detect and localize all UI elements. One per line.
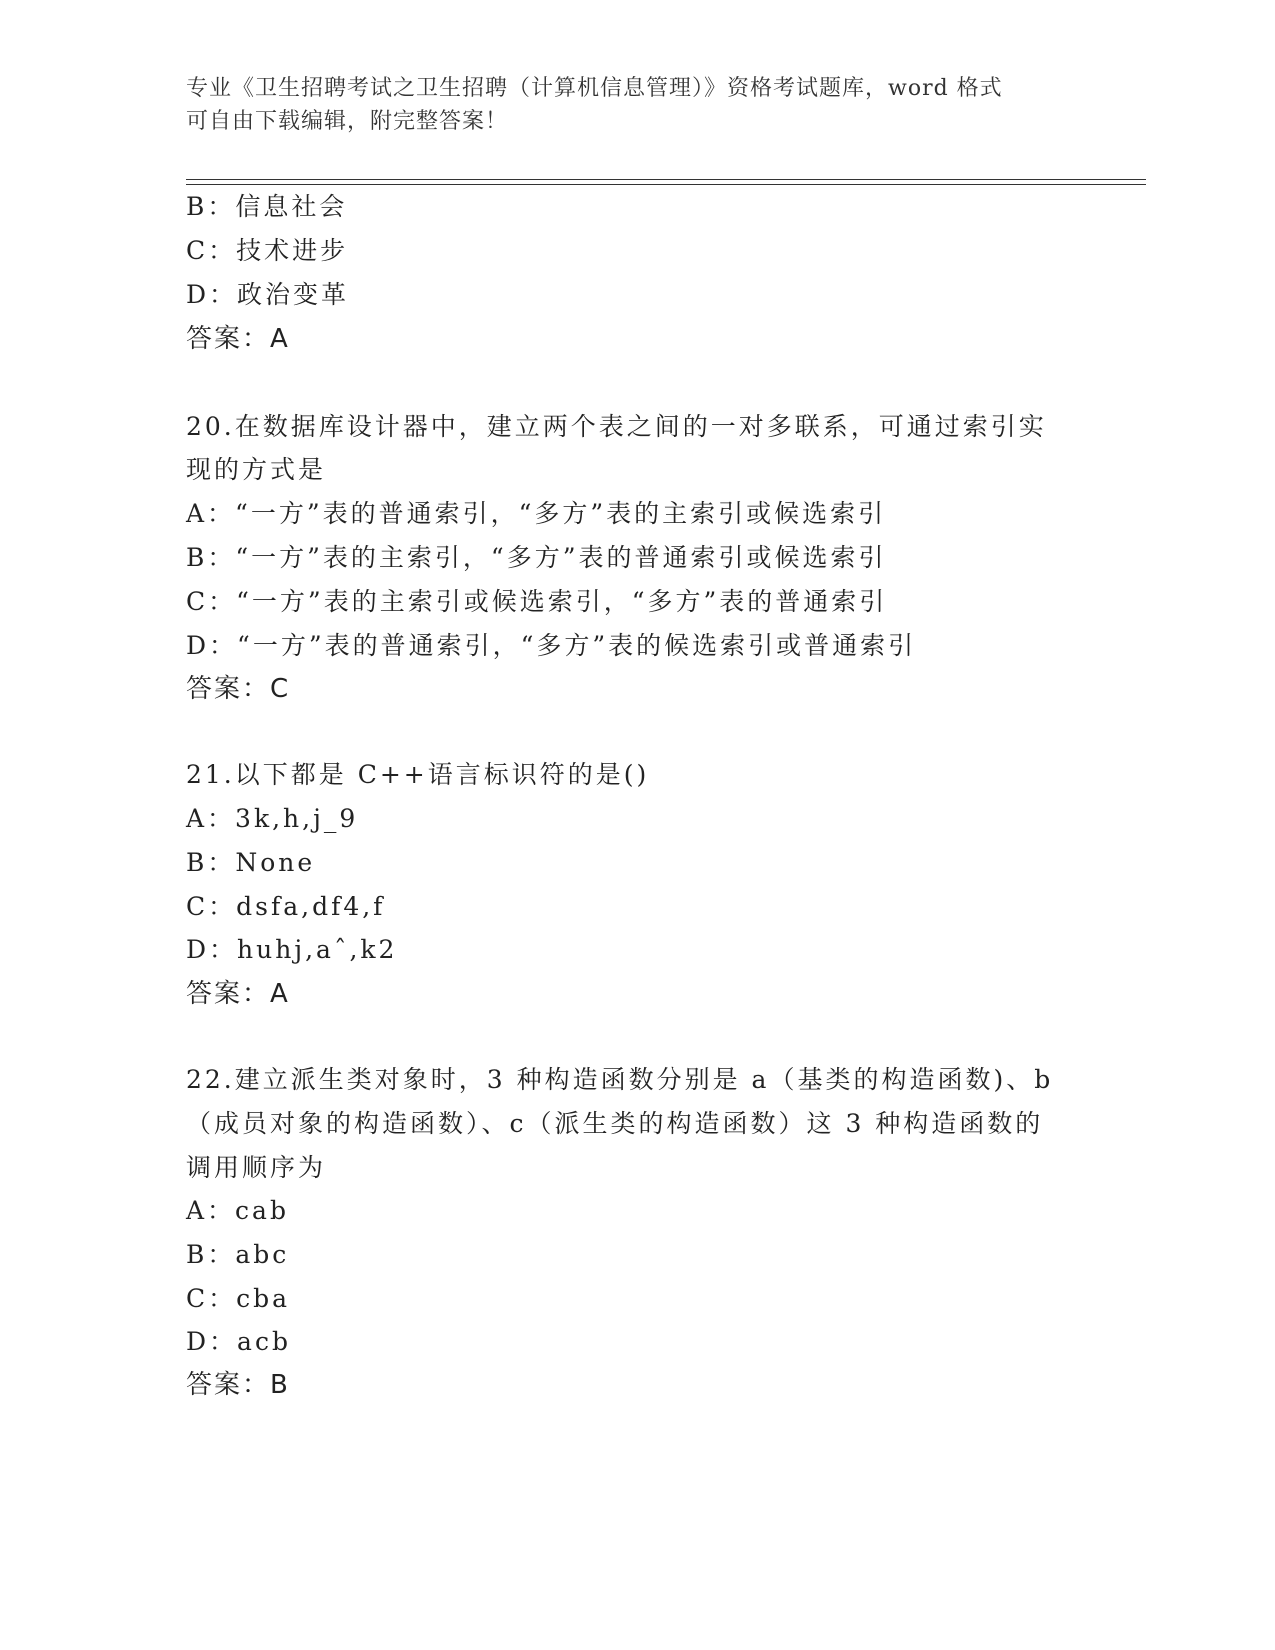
option-d: D：huhj,aˆ,k2 (186, 935, 398, 964)
header-line-2: 可自由下载编辑，附完整答案！ (186, 109, 509, 134)
option-a: A：“一方”表的普通索引，“多方”表的主索引或候选索引 (186, 499, 887, 528)
option-a: A：3k,h,j_9 (186, 804, 359, 833)
option-d: D：政治变革 (186, 280, 350, 309)
option-c: C：技术进步 (186, 236, 349, 265)
question-stem-line: 现的方式是 (186, 455, 327, 484)
answer-line: 答案：B (186, 1370, 290, 1400)
header-divider-bottom (186, 184, 1146, 185)
option-d: D：acb (186, 1327, 291, 1356)
option-d: D：“一方”表的普通索引，“多方”表的候选索引或普通索引 (186, 631, 917, 660)
option-b: B：“一方”表的主索引，“多方”表的普通索引或候选索引 (186, 543, 887, 572)
question-stem-line: 20.在数据库设计器中，建立两个表之间的一对多联系，可通过索引实 (186, 412, 1047, 441)
answer-line: 答案：A (186, 324, 290, 354)
question-stem-line: （成员对象的构造函数）、c（派生类的构造函数）这 3 种构造函数的 (186, 1109, 1044, 1138)
question-stem-line: 调用顺序为 (186, 1153, 327, 1182)
option-b: B：None (186, 848, 316, 877)
question-stem-line: 21.以下都是 C++语言标识符的是() (186, 760, 650, 789)
question-stem-line: 22.建立派生类对象时，3 种构造函数分别是 a（基类的构造函数)、b (186, 1065, 1054, 1094)
header-line-1: 专业《卫生招聘考试之卫生招聘（计算机信息管理）》资格考试题库，word 格式 (186, 76, 1003, 101)
header-divider-top (186, 179, 1146, 180)
option-b: B：abc (186, 1240, 290, 1269)
option-c: C：cba (186, 1284, 291, 1313)
option-c: C：“一方”表的主索引或候选索引，“多方”表的普通索引 (186, 587, 888, 616)
option-a: A：cab (186, 1196, 289, 1225)
option-c: C：dsfa,df4,f (186, 892, 386, 921)
document-header (186, 72, 1086, 138)
option-b: B：信息社会 (186, 192, 348, 221)
answer-line: 答案：C (186, 674, 291, 704)
answer-line: 答案：A (186, 979, 290, 1009)
